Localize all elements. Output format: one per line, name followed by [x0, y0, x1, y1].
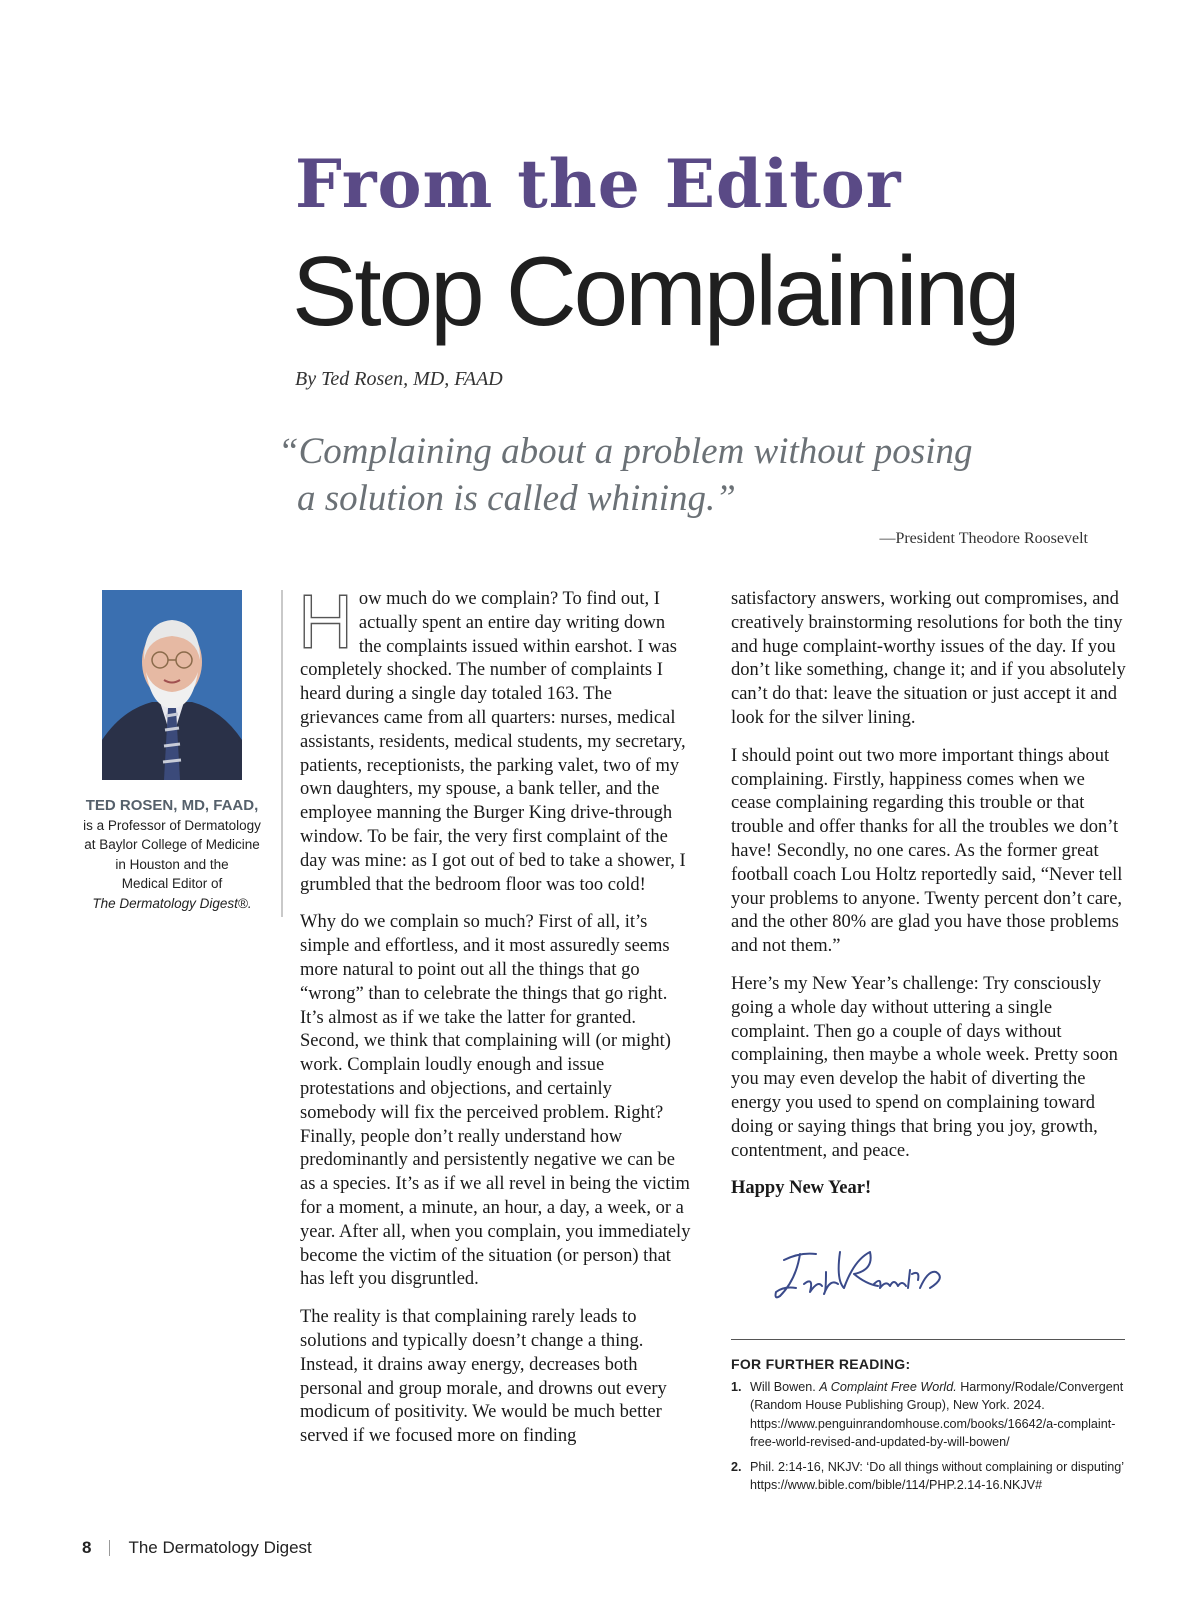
body-paragraph: satisfactory answers, working out compromises, and creatively brainstorming resolutions for both the tiny and huge complaint-worthy issues of the day. If you don’t like something, change it; and if you absolutely can’t do that: leave the situation or just accept it and look for the silver lining.: [731, 589, 1126, 728]
footer-separator: [109, 1540, 110, 1556]
reference-item: [731, 1378, 1125, 1452]
reference-number: 1.: [731, 1379, 742, 1394]
pull-quote-line-2: a solution is called whining.”: [297, 478, 736, 519]
reference-text: [750, 1378, 1125, 1452]
pull-quote: [278, 428, 1038, 522]
sign-off: Happy New Year!: [731, 1178, 872, 1199]
reference-author: Will Bowen.: [750, 1379, 816, 1394]
author-bio: [70, 796, 274, 913]
footer-publication: The Dermatology Digest: [128, 1538, 312, 1557]
reference-details[interactable]: Phil. 2:14-16, NKJV: ‘Do all things without complaining or disputing’ https://www.bible.com/bible/114/PHP.2.14-16.NKJV#: [750, 1459, 1124, 1492]
page-number: 8: [82, 1538, 92, 1557]
reference-item: [731, 1458, 1125, 1495]
bio-publication: The Dermatology Digest®.: [92, 895, 252, 911]
bio-line: at Baylor College of Medicine: [84, 837, 260, 852]
reference-title: A Complaint Free World.: [819, 1379, 957, 1394]
author-photo: [102, 590, 242, 780]
reference-details[interactable]: Harmony/Rodale/Convergent (Random House Publishing Group), New York. 2024. https://www.penguinrandomhouse.com/books/16642/a-complaint-free-world-revised-and-updated-by-will-bowen/: [750, 1379, 1124, 1449]
byline: By Ted Rosen, MD, FAAD: [295, 368, 503, 390]
paragraph-text: ow much do we complain? To find out, I actually spent an entire day writing down the complaints issued within earshot. I was completely shocked. The number of complaints I heard during a single day totaled 163. The grievances came from all quarters: nurses, medical assistants, residents, medical students, my secretary, patients, receptionists, the parking valet, two of my own daughters, my spouse, a bank teller, and the employee manning the Burger King drive-through window. To be fair, the very first complaint of the day was mine: as I got out of bed to take a shower, I grumbled that the bedroom floor was too cold!: [300, 589, 686, 895]
article-headline: Stop Complaining: [292, 236, 1018, 346]
bio-line: Medical Editor of: [121, 876, 223, 891]
further-reading: [731, 1355, 1125, 1501]
article-column-right: [731, 588, 1129, 1215]
pull-quote-line-1: “Complaining about a problem without posing: [278, 431, 973, 472]
body-paragraph: The reality is that complaining rarely leads to solutions and typically doesn’t change a thing. Instead, it drains away energy, decreases both personal and group morale, and drowns out every modicum of positivity. We would be much better served if we focused more on finding: [300, 1307, 667, 1447]
body-paragraph: Here’s my New Year’s challenge: Try consciously going a whole day without uttering a single complaint. Then go a couple of days without complaining, then maybe a whole week. Pretty soon you may even develop the habit of diverting the energy you used to spend on complaining toward doing or saying things that bring you joy, growth, contentment, and peace.: [731, 973, 1118, 1161]
further-reading-divider: [731, 1339, 1125, 1340]
body-paragraph: [298, 580, 692, 897]
body-paragraph: I should point out two more important things about complaining. Firstly, happiness comes when we cease complaining regarding this trouble or that trouble and offer thanks for all the troubles we don’t have! Secondly, no one cares. As the former great football coach Lou Holtz reportedly said, “Never tell your problems to anyone. Twenty percent don’t care, and the other 80% are glad you have those problems and not them.”: [731, 745, 1123, 957]
bio-line: in Houston and the: [115, 856, 229, 872]
further-reading-title: FOR FURTHER READING:: [731, 1356, 911, 1372]
section-kicker: From the Editor: [295, 145, 902, 223]
quote-attribution: —President Theodore Roosevelt: [879, 530, 1088, 547]
article-column-left: [298, 580, 692, 1463]
column-divider: [281, 590, 283, 917]
bio-line: is a Professor of Dermatology: [83, 817, 261, 833]
body-paragraph: Why do we complain so much? First of all, it’s simple and effortless, and it most assuredly seems more natural to point out all the things that go “wrong” than to celebrate the things that go right. It’s almost as if we take the latter for granted. Second, we think that complaining will (or might) work. Complain loudly enough and issue protestations and objections, and certainly somebody will fix the perceived problem. Right? Finally, people don’t really understand how predominantly and persistently negative we can be as a species. It’s as if we all revel in being the victim for a moment, a minute, an hour, a day, a week, or a year. After all, when you complain, you immediately become the victim of the situation (or person) that has left you disgruntled.: [300, 912, 691, 1290]
reference-number: 2.: [731, 1459, 742, 1474]
author-name: TED ROSEN, MD, FAAD,: [85, 797, 259, 814]
drop-cap: H: [298, 580, 353, 665]
page-footer: [82, 1538, 312, 1558]
author-portrait-image: [102, 590, 242, 780]
signature: [770, 1240, 960, 1310]
